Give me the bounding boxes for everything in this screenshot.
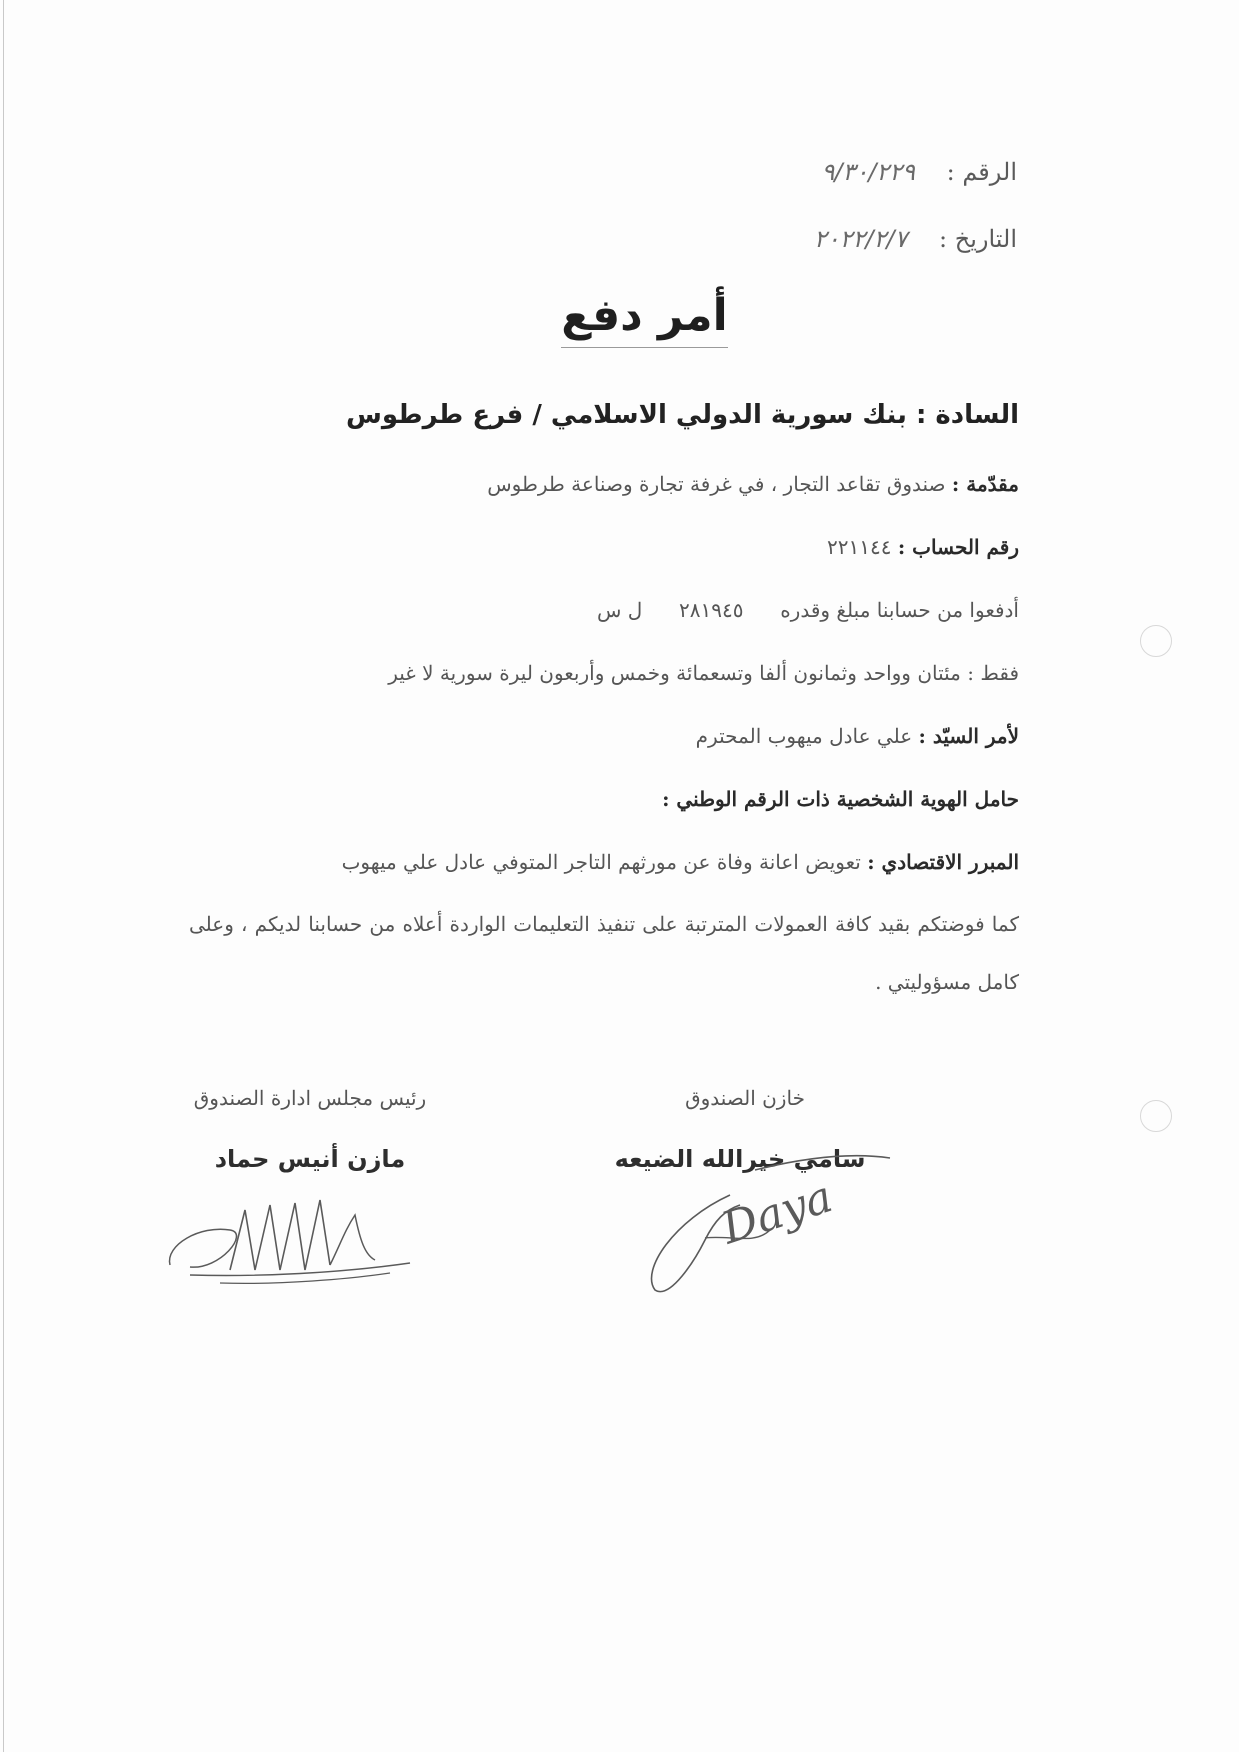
treasurer-name: سامي خيرالله الضيعه bbox=[614, 1145, 866, 1173]
chairman-signature bbox=[160, 1185, 420, 1295]
punch-hole-top bbox=[1140, 625, 1172, 657]
treasurer-signature-text: Daya bbox=[715, 1171, 839, 1255]
amount-prefix: أدفعوا من حسابنا مبلغ وقدره bbox=[780, 598, 1019, 622]
justification-row bbox=[342, 850, 1019, 874]
amount-in-words: فقط : مئتان وواحد وثمانون ألفا وتسعمائة وخمس وأربعون ليرة سورية لا غير bbox=[388, 661, 1019, 685]
account-number: ٢٢١١٤٤ bbox=[827, 535, 892, 559]
account-label: رقم الحساب : bbox=[897, 535, 1019, 559]
account-row bbox=[827, 535, 1019, 559]
reference-number: ٩/٣٠/٢٢٩ bbox=[821, 158, 915, 186]
justification-value: تعويض اعانة وفاة عن مورثهم التاجر المتوفي عادل علي ميهوب bbox=[341, 850, 861, 874]
treasurer-title: خازن الصندوق bbox=[685, 1086, 805, 1110]
scan-edge-line bbox=[3, 0, 4, 1752]
document-title-text: أمر دفع bbox=[561, 290, 727, 348]
date-label: التاريخ : bbox=[938, 225, 1017, 253]
justification-label: المبرر الاقتصادي : bbox=[867, 850, 1019, 874]
amount-value: ٢٨١٩٤٥ bbox=[679, 598, 744, 622]
provider-row bbox=[487, 472, 1019, 496]
document-title bbox=[0, 290, 1239, 348]
chairman-name: مازن أنيس حماد bbox=[214, 1145, 406, 1173]
punch-hole-bottom bbox=[1140, 1100, 1172, 1132]
provider-value: صندوق تقاعد التجار ، في غرفة تجارة وصناعة طرطوس bbox=[487, 472, 946, 496]
addressee: السادة : بنك سورية الدولي الاسلامي / فرع طرطوس bbox=[345, 400, 1019, 430]
beneficiary-name: علي عادل ميهوب المحترم bbox=[695, 724, 913, 748]
amount-currency: ل س bbox=[597, 598, 643, 622]
beneficiary-row bbox=[696, 724, 1019, 748]
date-value: ٢٠٢٢/٢/٧ bbox=[813, 225, 908, 253]
provider-label: مقدّمة : bbox=[951, 472, 1019, 496]
id-holder-line: حامل الهوية الشخصية ذات الرقم الوطني : bbox=[662, 787, 1019, 811]
chairman-title: رئيس مجلس ادارة الصندوق bbox=[193, 1086, 427, 1110]
reference-row bbox=[821, 158, 1017, 186]
beneficiary-label: لأمر السيّد : bbox=[918, 724, 1019, 748]
amount-row bbox=[597, 598, 1019, 622]
authorization-paragraph: كما فوضتكم بقيد كافة العمولات المترتبة على تنفيذ التعليمات الواردة أعلاه من حسابنا لديكم ، وعلى كامل مسؤوليتي . bbox=[189, 912, 1019, 994]
date-row bbox=[814, 225, 1017, 253]
reference-label: الرقم : bbox=[946, 158, 1017, 186]
treasurer-signature bbox=[635, 1150, 905, 1300]
